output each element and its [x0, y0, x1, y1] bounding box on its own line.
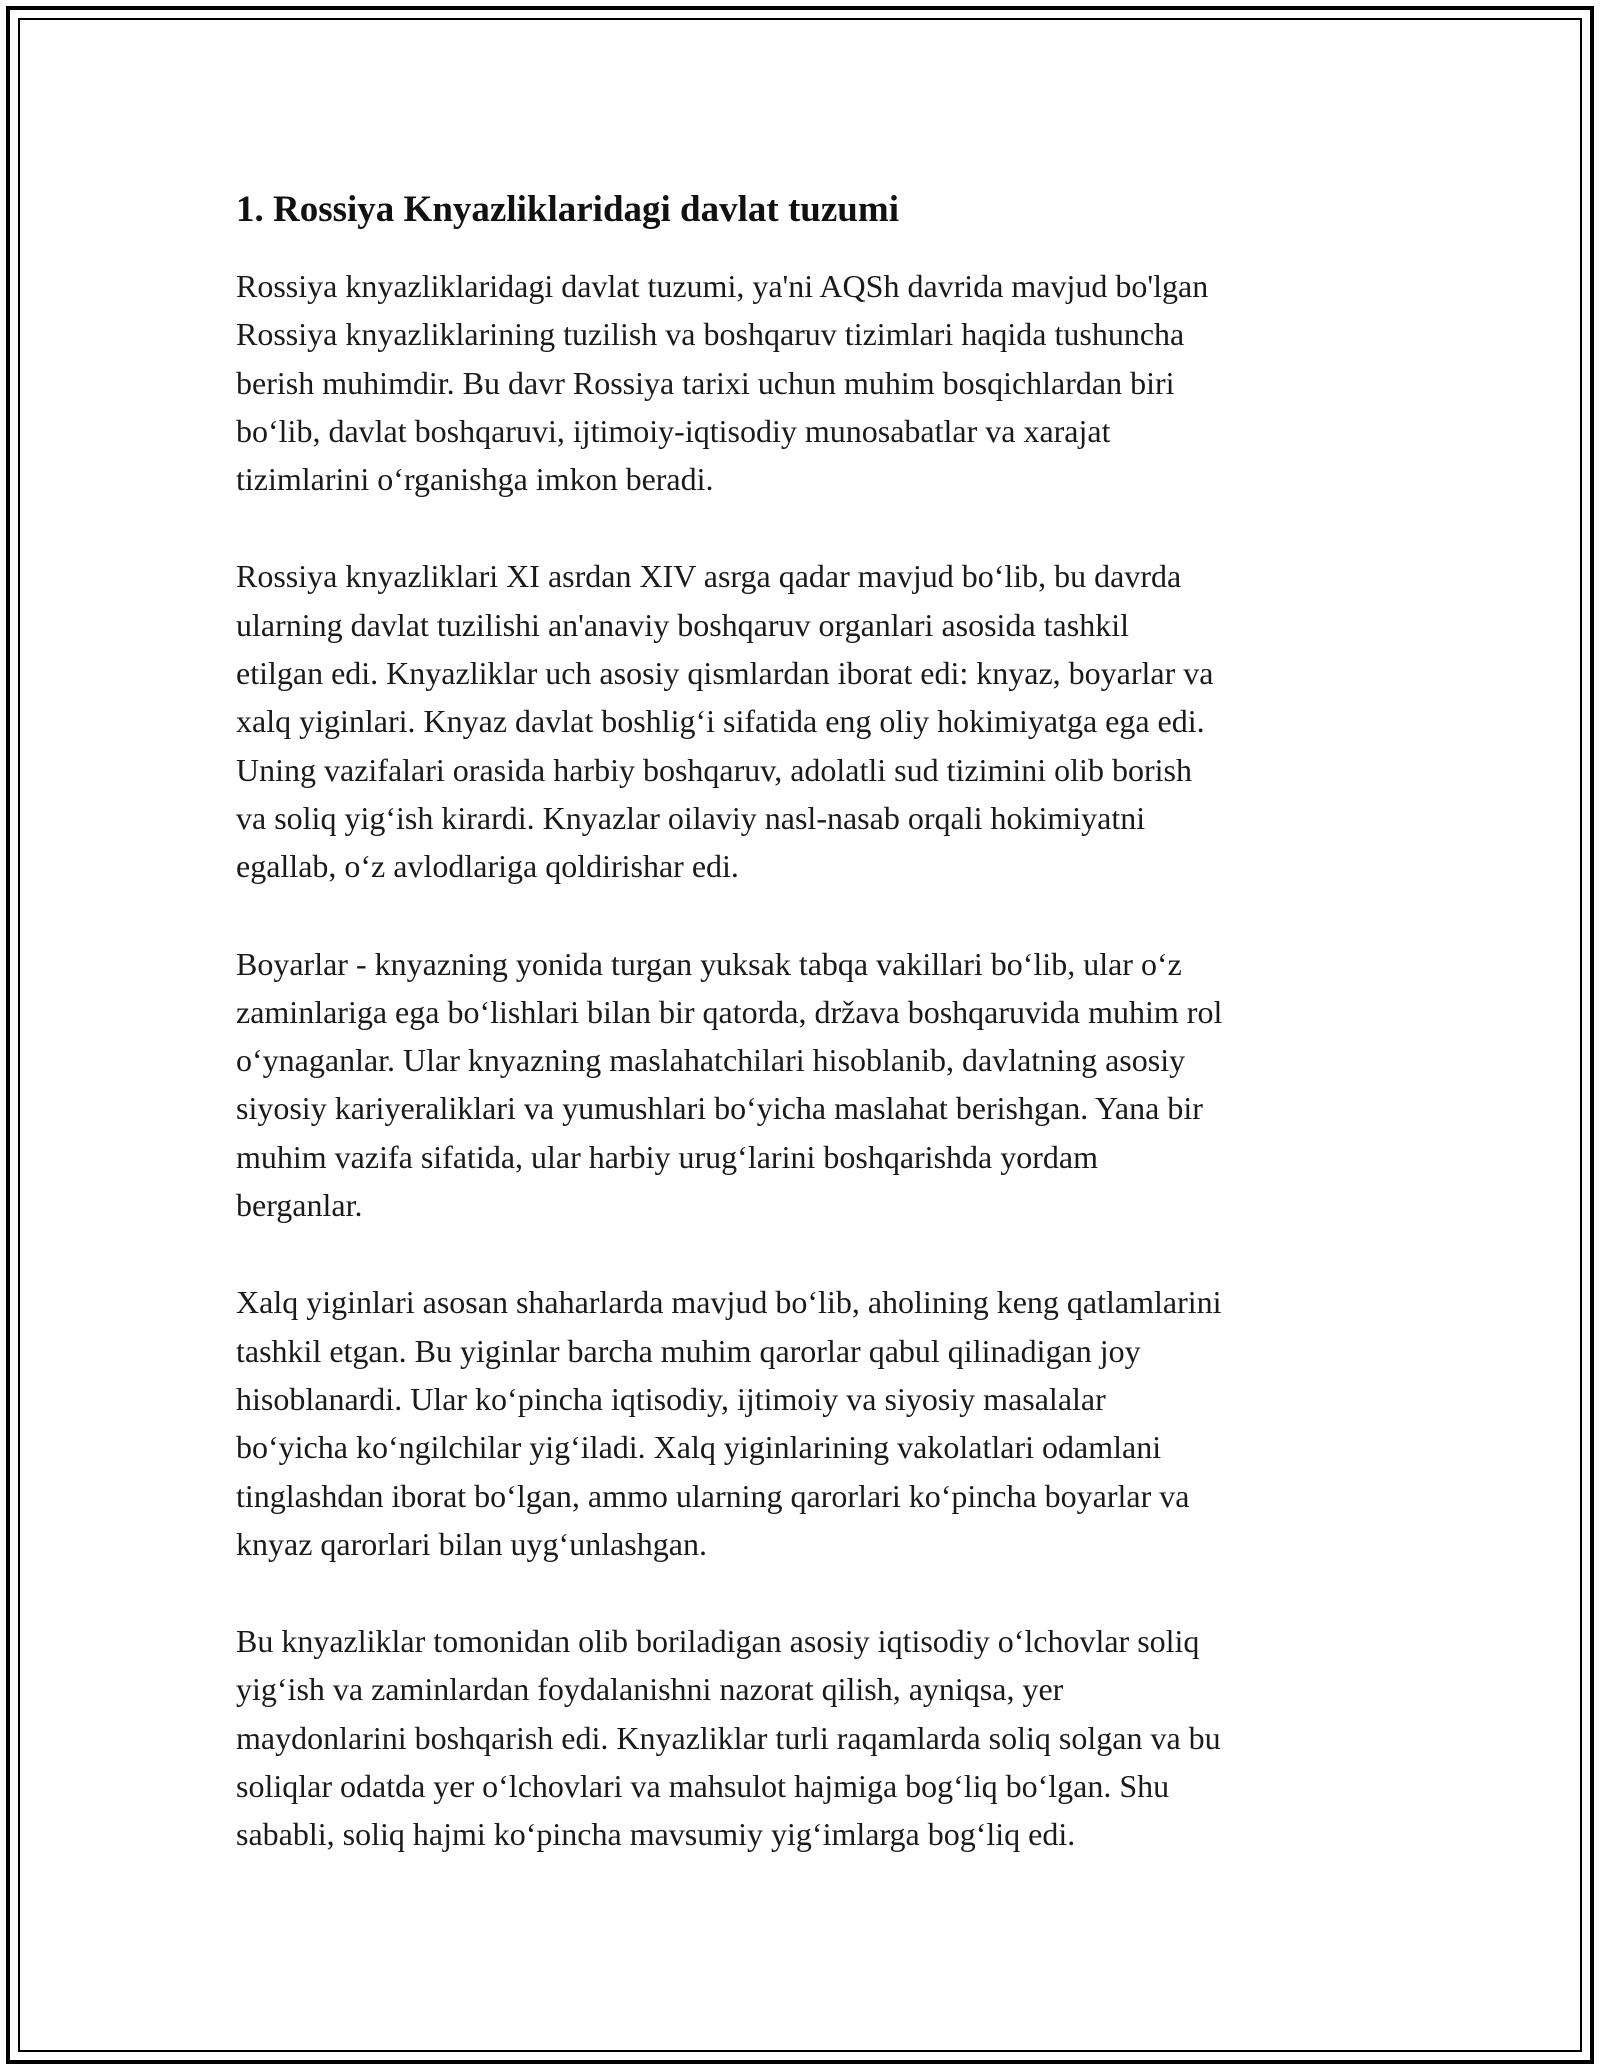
text-line: Uning vazifalari orasida harbiy boshqaruv, adolatli sud tizimini olib borish	[236, 751, 1192, 788]
text-line: Boyarlar - knyazning yonida turgan yuksak tabqa vakillari bo‘lib, ular o‘z	[236, 945, 1182, 982]
text-line: etilgan edi. Knyazliklar uch asosiy qismlardan iborat edi: knyaz, boyarlar va	[236, 655, 1214, 692]
paragraph-iqtisodiy	[236, 1617, 1376, 1858]
text-line: tashkil etgan. Bu yiginlar barcha muhim qarorlar qabul qilinadigan joy	[236, 1332, 1141, 1369]
text-line: Bu knyazliklar tomonidan olib boriladigan asosiy iqtisodiy o‘lchovlar soliq	[236, 1623, 1200, 1660]
paragraph-xalq-yiginlari	[236, 1278, 1376, 1568]
text-line: ularning davlat tuzilishi an'anaviy boshqaruv organlari asosida tashkil	[236, 606, 1129, 643]
text-line: Rossiya knyazliklaridagi davlat tuzumi, ya'ni AQSh davrida mavjud bo'lgan	[236, 268, 1209, 304]
text-line: hisoblanardi. Ular ko‘pincha iqtisodiy, ijtimoiy va siyosiy masalalar	[236, 1380, 1106, 1417]
text-line: tinglashdan iborat bo‘lgan, ammo ularning qarorlari ko‘pincha boyarlar va	[236, 1477, 1190, 1514]
text-line: muhim vazifa sifatida, ular harbiy urug‘larini boshqarishda yordam	[236, 1138, 1098, 1175]
text-line: siyosiy kariyeraliklari va yumushlari bo‘yicha maslahat berishgan. Yana bir	[236, 1090, 1203, 1127]
text-line: bo‘lib, davlat boshqaruvi, ijtimoiy-iqtisodiy munosabatlar va xarajat	[236, 412, 1111, 449]
text-line: Rossiya knyazliklarining tuzilish va boshqaruv tizimlari haqida tushuncha	[236, 316, 1185, 353]
text-line: Xalq yiginlari asosan shaharlarda mavjud bo‘lib, aholining keng qatlamlarini	[236, 1284, 1222, 1321]
page-title: 1. Rossiya Knyazliklaridagi davlat tuzumi	[236, 189, 899, 230]
text-line: yig‘ish va zaminlardan foydalanishni nazorat qilish, ayniqsa, yer	[236, 1671, 1064, 1708]
text-line: berganlar.	[236, 1187, 363, 1224]
text-line: berish muhimdir. Bu davr Rossiya tarixi uchun muhim bosqichlardan biri	[236, 364, 1175, 401]
document-body	[236, 186, 1376, 1859]
text-line: soliqlar odatda yer o‘lchovlari va mahsulot hajmiga bog‘liq bo‘lgan. Shu	[236, 1768, 1170, 1805]
text-line: sababli, soliq hajmi ko‘pincha mavsumiy yig‘imlarga bog‘liq edi.	[236, 1816, 1076, 1853]
text-line: knyaz qarorlari bilan uyg‘unlashgan.	[236, 1525, 707, 1562]
text-line: maydonlarini boshqarish edi. Knyazliklar turli raqamlarda soliq solgan va bu	[236, 1719, 1221, 1756]
paragraph-boyarlar	[236, 940, 1376, 1230]
text-line: xalq yiginlari. Knyaz davlat boshlig‘i sifatida eng oliy hokimiyatga ega edi.	[236, 703, 1205, 740]
text-line: Rossiya knyazliklari XI asrdan XIV asrga qadar mavjud bo‘lib, bu davrda	[236, 558, 1182, 595]
text-line: o‘ynaganlar. Ular knyazning maslahatchilari hisoblanib, davlatning asosiy	[236, 1042, 1186, 1079]
paragraph-knyazliklar	[236, 552, 1376, 890]
paragraph-intro	[236, 262, 1376, 503]
text-line: zaminlariga ega bo‘lishlari bilan bir qatorda, država boshqaruvida muhim rol	[236, 993, 1223, 1030]
text-line: bo‘yicha ko‘ngilchilar yig‘iladi. Xalq yiginlarining vakolatlari odamlani	[236, 1429, 1162, 1466]
text-line: egallab, o‘z avlodlariga qoldirishar edi.	[236, 848, 739, 885]
text-line: va soliq yig‘ish kirardi. Knyazlar oilaviy nasl-nasab orqali hokimiyatni	[236, 799, 1146, 836]
text-line: tizimlarini o‘rganishga imkon beradi.	[236, 461, 714, 498]
